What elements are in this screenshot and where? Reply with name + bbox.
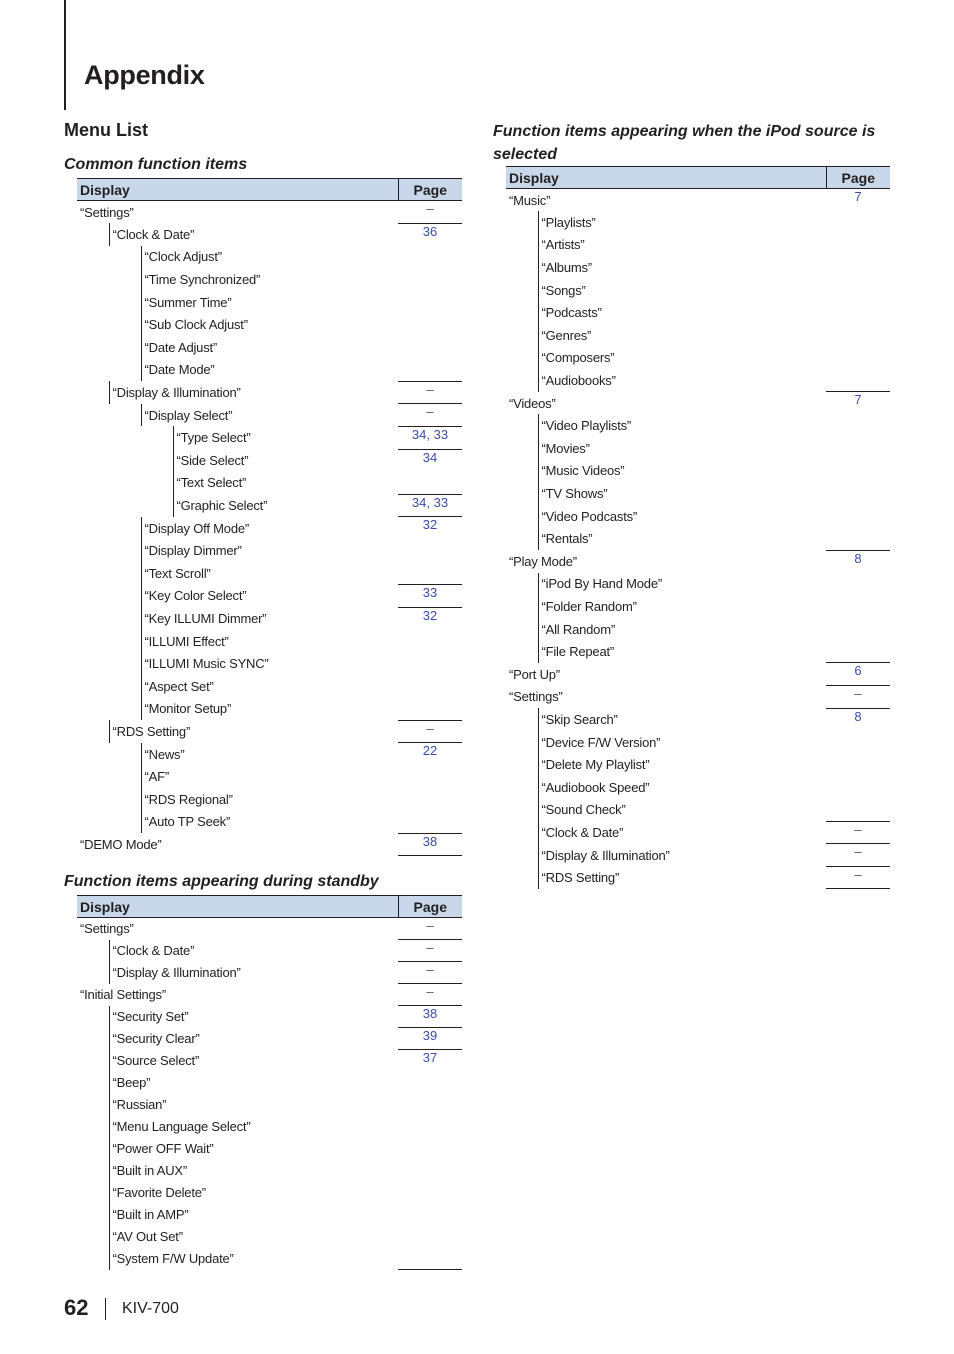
indent-cell (109, 743, 141, 766)
page-ref: 38 (398, 1006, 462, 1028)
item-label: “Device F/W Version” (538, 731, 826, 754)
page-ref: 34, 33 (398, 494, 462, 517)
indent-cell (109, 426, 141, 449)
item-label: “Text Scroll” (141, 562, 398, 585)
header-display: Display (77, 179, 398, 201)
indent-cell (77, 962, 109, 984)
indent-cell (506, 821, 538, 844)
table-row (77, 833, 462, 856)
item-label: “Video Playlists” (538, 414, 826, 437)
indent-cell (77, 517, 109, 540)
indent-cell (109, 359, 141, 382)
page-ref: – (398, 720, 462, 743)
item-label: “Settings” (80, 921, 134, 937)
page-ref: – (398, 918, 462, 940)
item-label: “System F/W Update” (109, 1248, 398, 1270)
item-label: “Clock & Date” (109, 223, 398, 246)
model-name: KIV-700 (122, 1300, 179, 1317)
item-label: “Date Adjust” (141, 336, 398, 359)
item-label: “Display & Illumination” (109, 381, 398, 404)
table-row (77, 494, 462, 517)
item-label: “Video Podcasts” (538, 505, 826, 528)
item-label: “Genres” (538, 324, 826, 347)
page-ref: 39 (398, 1028, 462, 1050)
page-ref: – (826, 821, 890, 844)
indent-cell (506, 595, 538, 618)
indent-cell (506, 414, 538, 437)
header-display: Display (506, 167, 826, 189)
indent-cell (77, 1160, 109, 1182)
table-row (77, 1006, 462, 1028)
table-row (77, 1028, 462, 1050)
page-title: Appendix (84, 60, 205, 90)
indent-cell (506, 640, 538, 663)
indent-cell (506, 799, 538, 822)
indent-cell (77, 675, 109, 698)
item-label: “Settings” (80, 204, 134, 220)
indent-cell (506, 211, 538, 234)
item-label: “Date Mode” (141, 359, 398, 382)
indent-cell (141, 449, 173, 472)
indent-cell (506, 708, 538, 731)
table-row (77, 940, 462, 962)
page-ref: 7 (826, 189, 890, 392)
table-row (77, 607, 462, 630)
item-label: “Display Select” (141, 404, 398, 427)
indent-cell (77, 607, 109, 630)
item-label: “Port Up” (509, 666, 560, 682)
indent-cell (77, 426, 109, 449)
page-ref: – (826, 844, 890, 867)
indent-cell (109, 675, 141, 698)
page-ref: 32 (398, 517, 462, 585)
table-row (506, 821, 890, 844)
item-label: “Playlists” (538, 211, 826, 234)
item-label: “Clock & Date” (538, 821, 826, 844)
indent-cell (77, 381, 109, 404)
indent-cell (109, 313, 141, 336)
item-label: “Folder Random” (538, 595, 826, 618)
ipod-function-table (506, 166, 890, 889)
item-label: “Songs” (538, 279, 826, 302)
item-label: “Display Dimmer” (141, 539, 398, 562)
table-row (506, 866, 890, 889)
item-label: “RDS Regional” (141, 788, 398, 811)
indent-cell (109, 291, 141, 314)
item-label: “Display Off Mode” (141, 517, 398, 540)
table-row (77, 517, 462, 540)
page-ref: 8 (826, 708, 890, 821)
indent-cell (77, 1116, 109, 1138)
indent-cell (506, 437, 538, 460)
item-label: “iPod By Hand Mode” (538, 573, 826, 596)
item-label: “Delete My Playlist” (538, 753, 826, 776)
item-label: “Settings” (509, 689, 563, 705)
item-label: “Power OFF Wait” (109, 1138, 398, 1160)
item-label: “Russian” (109, 1094, 398, 1116)
indent-cell (77, 811, 109, 834)
indent-cell (77, 291, 109, 314)
indent-cell (77, 1226, 109, 1248)
indent-cell (109, 449, 141, 472)
item-label: “Videos” (509, 395, 556, 411)
item-label: “Security Clear” (109, 1028, 398, 1050)
common-table-title: Common function items (64, 156, 248, 173)
page-ref: 6 (826, 663, 890, 686)
indent-cell (109, 517, 141, 540)
table-row (77, 743, 462, 766)
item-label: “Clock Adjust” (141, 246, 398, 269)
item-label: “Key Color Select” (141, 585, 398, 608)
indent-cell (109, 494, 141, 517)
common-function-table (77, 178, 462, 856)
indent-cell (109, 652, 141, 675)
indent-cell (506, 347, 538, 370)
indent-cell (141, 426, 173, 449)
item-label: “Music” (509, 192, 551, 208)
table-row (506, 392, 890, 415)
indent-cell (506, 324, 538, 347)
item-label: “Menu Language Select” (109, 1116, 398, 1138)
indent-cell (506, 573, 538, 596)
indent-cell (77, 449, 109, 472)
indent-cell (109, 788, 141, 811)
page-ref: – (826, 866, 890, 889)
page-ref: 38 (398, 833, 462, 856)
table-row (506, 189, 890, 212)
indent-cell (77, 720, 109, 743)
table-row (506, 550, 890, 573)
indent-cell (77, 562, 109, 585)
item-label: “RDS Setting” (109, 720, 398, 743)
table-row (77, 404, 462, 427)
item-label: “Beep” (109, 1072, 398, 1094)
item-label: “Type Select” (173, 426, 398, 449)
indent-cell (506, 256, 538, 279)
item-label: “File Repeat” (538, 640, 826, 663)
item-label: “Display & Illumination” (109, 962, 398, 984)
table-row (77, 585, 462, 608)
item-label: “Favorite Delete” (109, 1182, 398, 1204)
indent-cell (109, 630, 141, 653)
indent-cell (506, 505, 538, 528)
item-label: “Text Select” (173, 472, 398, 495)
table-row (506, 708, 890, 731)
page-ref: – (398, 984, 462, 1006)
indent-cell (109, 472, 141, 495)
indent-cell (77, 223, 109, 246)
item-label: “AV Out Set” (109, 1226, 398, 1248)
page-ref: 8 (826, 550, 890, 663)
item-label: “AF” (141, 765, 398, 788)
item-label: “Graphic Select” (173, 494, 398, 517)
page-ref: 37 (398, 1050, 462, 1270)
item-label: “Clock & Date” (109, 940, 398, 962)
indent-cell (141, 494, 173, 517)
item-label: “DEMO Mode” (80, 836, 162, 852)
item-label: “Sound Check” (538, 799, 826, 822)
table-row (506, 844, 890, 867)
indent-cell (109, 336, 141, 359)
item-label: “Composers” (538, 347, 826, 370)
page-ref: 34 (398, 449, 462, 494)
indent-cell (77, 494, 109, 517)
item-label: “Source Select” (109, 1050, 398, 1072)
table-row (77, 426, 462, 449)
item-label: “Built in AMP” (109, 1204, 398, 1226)
footer-separator (105, 1298, 106, 1320)
item-label: “Side Select” (173, 449, 398, 472)
item-label: “All Random” (538, 618, 826, 641)
indent-cell (506, 460, 538, 483)
item-label: “Podcasts” (538, 301, 826, 324)
indent-cell (77, 359, 109, 382)
indent-cell (109, 562, 141, 585)
indent-cell (506, 369, 538, 392)
item-label: “News” (141, 743, 398, 766)
standby-table-title: Function items appearing during standby (64, 873, 379, 890)
table-row (77, 962, 462, 984)
indent-cell (109, 607, 141, 630)
indent-cell (506, 866, 538, 889)
indent-cell (77, 1072, 109, 1094)
table-row (506, 663, 890, 686)
table-row (77, 381, 462, 404)
indent-cell (77, 1006, 109, 1028)
header-display: Display (77, 896, 398, 918)
indent-cell (506, 279, 538, 302)
page-ref: 33 (398, 585, 462, 608)
indent-cell (77, 630, 109, 653)
item-label: “Auto TP Seek” (141, 811, 398, 834)
page-ref: – (826, 686, 890, 709)
indent-cell (77, 1094, 109, 1116)
indent-cell (506, 482, 538, 505)
page-ref: 34, 33 (398, 426, 462, 449)
item-label: “ILLUMI Effect” (141, 630, 398, 653)
indent-cell (77, 246, 109, 269)
indent-cell (506, 527, 538, 550)
indent-cell (109, 765, 141, 788)
indent-cell (77, 472, 109, 495)
indent-cell (77, 788, 109, 811)
item-label: “Summer Time” (141, 291, 398, 314)
page-ref: 32 (398, 607, 462, 720)
indent-cell (109, 811, 141, 834)
indent-cell (77, 743, 109, 766)
indent-cell (77, 404, 109, 427)
item-label: “RDS Setting” (538, 866, 826, 889)
item-label: “Play Mode” (509, 553, 577, 569)
table-row (77, 1050, 462, 1072)
table-row (77, 918, 462, 940)
page-ref: – (398, 404, 462, 427)
table-row (77, 201, 462, 224)
table-row (77, 984, 462, 1006)
indent-cell (77, 313, 109, 336)
table-row (77, 720, 462, 743)
table-row (77, 449, 462, 472)
table-row (77, 223, 462, 246)
header-page: Page (826, 167, 890, 189)
item-label: “Movies” (538, 437, 826, 460)
indent-cell (506, 618, 538, 641)
header-page: Page (398, 179, 462, 201)
page-ref: 22 (398, 743, 462, 833)
indent-cell (506, 301, 538, 324)
header-page: Page (398, 896, 462, 918)
indent-cell (109, 698, 141, 721)
indent-cell (506, 234, 538, 257)
item-label: “ILLUMI Music SYNC” (141, 652, 398, 675)
indent-cell (109, 404, 141, 427)
indent-cell (506, 731, 538, 754)
indent-cell (77, 765, 109, 788)
item-label: “Audiobooks” (538, 369, 826, 392)
item-label: “Display & Illumination” (538, 844, 826, 867)
indent-cell (77, 1248, 109, 1270)
indent-cell (77, 539, 109, 562)
indent-cell (77, 268, 109, 291)
indent-cell (109, 585, 141, 608)
item-label: “Monitor Setup” (141, 698, 398, 721)
ipod-table-title: Function items appearing when the iPod source is selected (493, 123, 876, 163)
indent-cell (77, 336, 109, 359)
item-label: “Rentals” (538, 527, 826, 550)
item-label: “Initial Settings” (80, 987, 166, 1002)
page-ref: – (398, 201, 462, 224)
indent-cell (506, 844, 538, 867)
page-ref: – (398, 962, 462, 984)
indent-cell (506, 776, 538, 799)
page-number: 62 (64, 1295, 89, 1320)
item-label: “Sub Clock Adjust” (141, 313, 398, 336)
indent-cell (109, 539, 141, 562)
item-label: “Artists” (538, 234, 826, 257)
table-row (506, 686, 890, 709)
indent-cell (77, 1204, 109, 1226)
indent-cell (77, 1050, 109, 1072)
item-label: “Security Set” (109, 1006, 398, 1028)
indent-cell (77, 1028, 109, 1050)
page-ref: – (398, 940, 462, 962)
item-label: “Audiobook Speed” (538, 776, 826, 799)
page-ref: 7 (826, 392, 890, 550)
section-title: Menu List (64, 120, 148, 140)
page-ref: 36 (398, 223, 462, 381)
page-ref: – (398, 381, 462, 404)
indent-cell (77, 1182, 109, 1204)
indent-cell (77, 698, 109, 721)
item-label: “Key ILLUMI Dimmer” (141, 607, 398, 630)
indent-cell (141, 472, 173, 495)
indent-cell (109, 246, 141, 269)
indent-cell (77, 1138, 109, 1160)
standby-function-table (77, 895, 462, 1270)
item-label: “Built in AUX” (109, 1160, 398, 1182)
indent-cell (77, 652, 109, 675)
item-label: “Aspect Set” (141, 675, 398, 698)
indent-cell (77, 940, 109, 962)
item-label: “Albums” (538, 256, 826, 279)
item-label: “TV Shows” (538, 482, 826, 505)
item-label: “Skip Search” (538, 708, 826, 731)
indent-cell (77, 585, 109, 608)
indent-cell (109, 268, 141, 291)
indent-cell (506, 753, 538, 776)
item-label: “Time Synchronized” (141, 268, 398, 291)
header-rule (64, 0, 66, 110)
item-label: “Music Videos” (538, 460, 826, 483)
